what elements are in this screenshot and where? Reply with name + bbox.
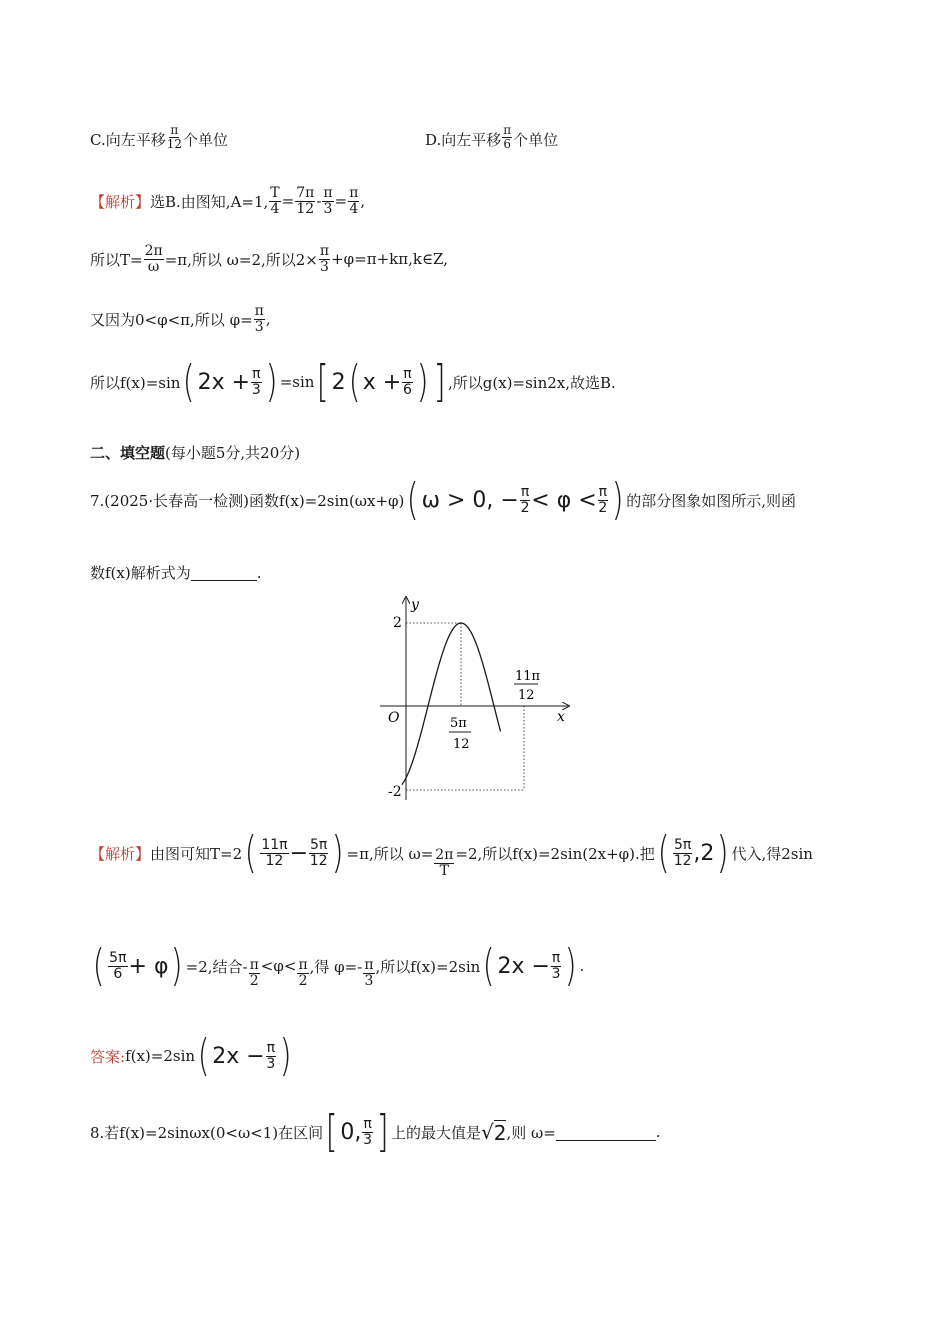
sqrt-2: √ 2 xyxy=(480,1120,507,1145)
answer-blank[interactable] xyxy=(191,564,257,581)
q6-solution-line3 xyxy=(90,304,271,334)
option-c xyxy=(90,123,229,151)
solution-text: ,得 φ=- xyxy=(309,957,363,976)
math-expression: ( 2x + $\frac{\pi}{3}$ ) xyxy=(183,356,278,407)
solution-tag: 【解析】 xyxy=(90,844,151,863)
solution-text: =π,所以 ω=2,所以2× xyxy=(164,250,318,269)
question-text: 7.(2025·长春高一检测)函数f(x)=2sin(ωx+φ) xyxy=(90,491,405,510)
question-7 xyxy=(90,474,797,525)
solution-text: +φ=π+kπ,k∈Z, xyxy=(331,250,448,269)
math-condition: ( ω > 0, − $\frac{\pi}{2}$ < φ < $\frac{\pi}{2}$ ) xyxy=(406,474,624,525)
solution-text: <φ< xyxy=(260,957,297,976)
solution-tag: 【解析】 xyxy=(90,192,151,211)
section-note: (每小题5分,共20分) xyxy=(165,444,301,462)
option-c-text: C.向左平移 xyxy=(90,130,166,149)
answer-label: 答案: xyxy=(90,1047,126,1066)
option-d-fraction: $\frac{\pi}{6}$ xyxy=(503,123,512,151)
solution-text: 所以T= xyxy=(90,250,143,269)
question-text: . xyxy=(256,563,262,582)
question-text: 8.若f(x)=2sinωx(0<ω<1)在区间 xyxy=(90,1123,324,1142)
x-label-11pi-den: 12 xyxy=(518,688,535,703)
fraction-t-4: $\frac{T}{4}$ xyxy=(270,185,280,217)
math-expression: ( 2x − $\frac{\pi}{3}$ ) xyxy=(197,1030,292,1081)
answer-text: f(x)=2sin xyxy=(125,1047,196,1065)
solution-text: 代入,得2sin xyxy=(731,844,813,863)
option-d-text: D.向左平移 xyxy=(425,130,502,149)
option-c-suffix: 个单位 xyxy=(183,130,229,149)
solution-text: =π,所以 ω= xyxy=(346,844,434,863)
sine-graph xyxy=(370,592,590,810)
solution-text: =2,结合- xyxy=(185,957,248,976)
solution-text: =2,所以f(x)=2sin(2x+φ).把 xyxy=(455,844,655,863)
fraction-pi-3: $\frac{\pi}{3}$ xyxy=(323,185,333,217)
solution-text: 所以f(x)=sin xyxy=(90,373,181,392)
q6-solution-line2 xyxy=(90,244,448,274)
fraction-pi-3: $\frac{\pi}{3}$ xyxy=(364,957,374,989)
question-text: 数f(x)解析式为 xyxy=(90,564,191,582)
x-label-11pi-num: 11π xyxy=(515,669,541,684)
solution-text: 选B.由图知,A=1, xyxy=(150,192,269,211)
question-text: 的部分图象如图所示,则函 xyxy=(626,491,797,510)
q7-solution-line2 xyxy=(90,940,585,992)
x-axis-label: x xyxy=(557,709,565,725)
q6-solution-line4 xyxy=(90,356,616,407)
q6-solution-line1: 【解析】 选B.由图知,A=1, $\frac{T}{4}$ = $\frac{7\pi}{12}$ - $\frac{\pi}{3}$ = $\frac{\pi}{4}$ , xyxy=(90,185,366,217)
fraction-pi-2: $\frac{\pi}{2}$ xyxy=(298,957,308,989)
option-d-suffix: 个单位 xyxy=(513,130,559,149)
solution-text: ,所以g(x)=sin2x,故选B. xyxy=(448,373,616,392)
math-interval: [ 0, $\frac{\pi}{3}$ ] xyxy=(325,1106,389,1157)
option-d xyxy=(425,123,559,151)
solution-text: ,所以f(x)=2sin xyxy=(375,957,481,976)
fraction-pi-2: $\frac{\pi}{2}$ xyxy=(249,957,259,989)
x-label-5pi-num: 5π xyxy=(450,716,467,731)
solution-text: 又因为0<φ<π,所以 φ= xyxy=(90,310,253,329)
math-expression: [ 2 ( x + $\frac{\pi}{6}$ ) ] xyxy=(316,356,446,407)
fraction-pi-3: $\frac{\pi}{3}$ xyxy=(254,303,264,335)
y-tick-bottom: -2 xyxy=(388,784,402,800)
sine-curve xyxy=(402,623,501,785)
math-expression: ( 2x − $\frac{\pi}{3}$ ) xyxy=(482,940,577,992)
section-heading xyxy=(90,442,300,463)
fraction-7pi-12: $\frac{7\pi}{12}$ xyxy=(296,185,315,217)
q7-answer xyxy=(90,1030,294,1081)
fraction-2pi-t: $\frac{2\pi}{T}$ xyxy=(435,847,454,879)
question-text: 上的最大值是 xyxy=(390,1123,481,1142)
solution-text: , xyxy=(265,310,271,329)
x-label-5pi-den: 12 xyxy=(453,737,470,752)
solution-text: =sin xyxy=(279,373,315,391)
question-7-line2 xyxy=(90,562,262,583)
section-title: 二、填空题 xyxy=(90,444,166,462)
question-text: ,则 ω= xyxy=(506,1123,556,1142)
question-text: . xyxy=(655,1123,661,1141)
option-c-fraction: $\frac{\pi}{12}$ xyxy=(166,123,182,151)
y-axis-label: y xyxy=(411,597,419,613)
solution-text: . xyxy=(579,957,585,976)
y-tick-top: 2 xyxy=(393,615,402,631)
fraction-pi-3: $\frac{\pi}{3}$ xyxy=(319,243,330,275)
answer-blank[interactable] xyxy=(556,1124,656,1141)
question-8 xyxy=(90,1106,661,1157)
fraction-2pi-omega: $\frac{2\pi}{\omega}$ xyxy=(144,243,163,275)
math-expression: ( $\frac{11\pi}{12}$ − $\frac{5\pi}{12}$ ) xyxy=(244,827,344,879)
math-point: ( $\frac{5\pi}{12}$ ,2 ) xyxy=(657,827,729,879)
solution-text: 由图可知T=2 xyxy=(150,844,243,863)
origin-label: O xyxy=(388,710,400,726)
fraction-pi-4: $\frac{\pi}{4}$ xyxy=(349,185,359,217)
math-expression: ( $\frac{5\pi}{6}$ + φ ) xyxy=(92,940,184,992)
q7-solution-line1 xyxy=(90,828,813,878)
